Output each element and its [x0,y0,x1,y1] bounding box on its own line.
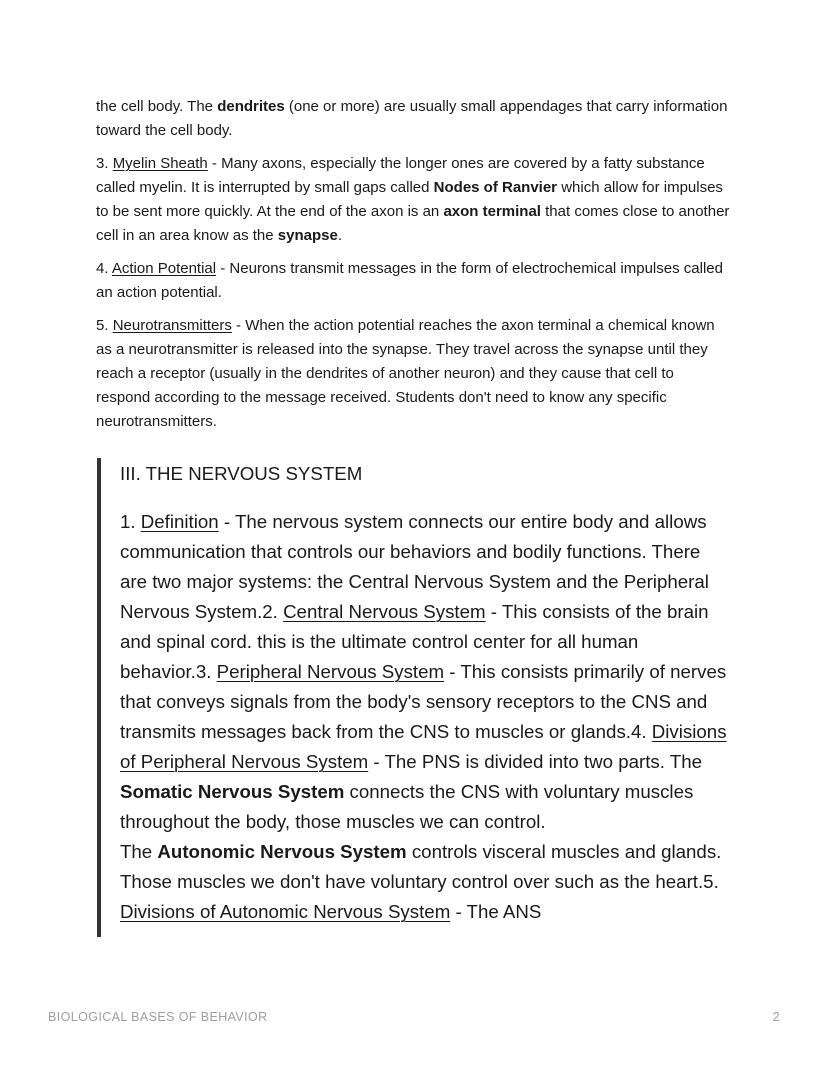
underlined-term: Definition [140,511,219,532]
footer-title: BIOLOGICAL BASES OF BEHAVIOR [48,1010,268,1024]
bold-term: Somatic Nervous System [120,781,345,802]
text-run: - When the action potential reaches the axon terminal a chemical known as a neurotransmitter is released into the synapse. They travel across the synapse until they reach a receptor (usually in the dendrites of another neuron) and they cause that cell to respond according to the message received. Students don't need to know any specific neurotransmitters. [96,317,715,430]
bold-term: synapse [277,227,338,244]
page-number: 2 [772,1010,780,1024]
text-run: - The nervous system connects our entire body and allows communication that controls our behaviors and bodily functions. There are two major systems: the Central Nervous System and the Peripheral Nervous System.2. [120,511,709,622]
bold-term: Nodes of Ranvier [433,179,558,196]
text-run: 4. [96,260,112,277]
paragraph [96,152,732,248]
bold-term: axon terminal [443,203,541,220]
text-run: . [337,227,342,244]
text-run: connects the CNS with voluntary muscles throughout the body, those muscles we can control. [120,781,694,832]
underlined-term: Central Nervous System [283,601,486,622]
text-run: - This consists primarily of nerves that conveys signals from the body's sensory receptors to the CNS and transmits messages back from the CNS to muscles or glands.4. [120,661,727,742]
section-paragraphs [120,507,732,927]
text-run: - The PNS is divided into two parts. The [368,751,702,772]
section-heading: III. THE NERVOUS SYSTEM [120,463,363,484]
text-run: The [120,841,158,862]
text-run: - This consists of the brain and spinal cord. this is the ultimate control center for all human behavior.3. [120,601,709,682]
text-run: - The ANS [450,901,542,922]
text-run: controls visceral muscles and glands. Those muscles we don't have voluntary control over such as the heart.5. [120,841,722,892]
paragraph [96,95,732,143]
bold-term: dendrites [217,98,285,115]
text-run: the cell body. The [96,98,218,115]
underlined-term: Action Potential [111,260,217,277]
document-content [96,95,732,937]
text-run: (one or more) are usually small appendages that carry information toward the cell body. [96,98,728,139]
text-run: which allow for impulses to be sent more quickly. At the end of the axon is an [96,179,723,220]
underlined-term: Peripheral Nervous System [216,661,445,682]
paragraph [120,507,732,927]
bold-term: Autonomic Nervous System [157,841,407,862]
text-run: 5. [96,317,113,334]
text-run: 1. [120,511,141,532]
page-footer [48,1010,780,1024]
paragraph [96,314,732,434]
body-paragraphs [96,95,732,434]
text-run: - Neurons transmit messages in the form of electrochemical impulses called an action potential. [96,260,723,301]
underlined-term: Myelin Sheath [112,155,208,172]
underlined-term: Neurotransmitters [112,317,232,334]
underlined-term: Divisions of Peripheral Nervous System [120,721,727,772]
text-run: - Many axons, especially the longer ones are covered by a fatty substance called myelin. It is interrupted by small gaps called [96,155,705,196]
text-run: that comes close to another cell in an area know as the [96,203,730,244]
text-run: 3. [96,155,113,172]
nervous-system-section [97,458,732,937]
underlined-term: Divisions of Autonomic Nervous System [120,901,451,922]
paragraph [96,257,732,305]
